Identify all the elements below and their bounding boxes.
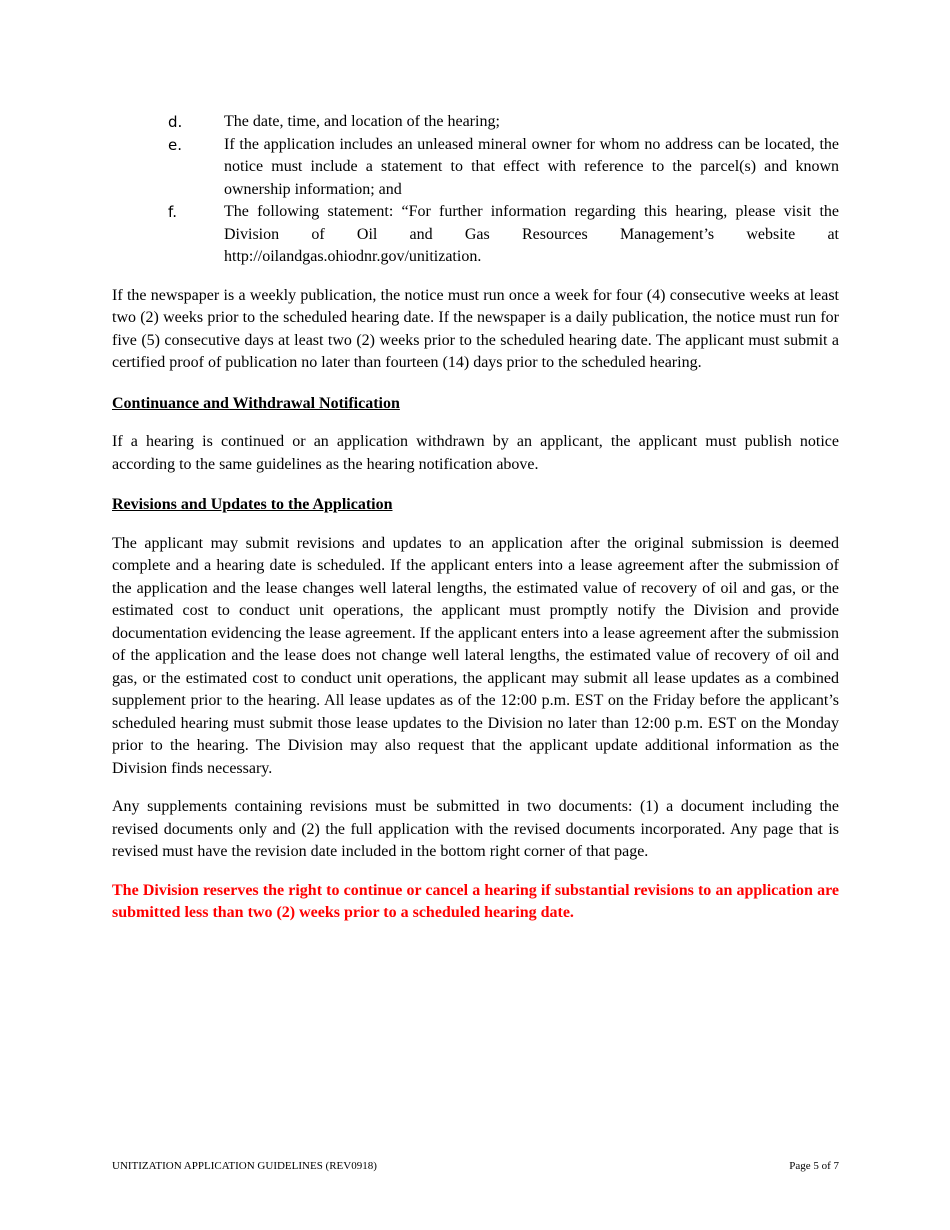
- list-text: The following statement: “For further information regarding this hearing, please visit the Division of Oil and Gas Resources Management’s website at http://oilandgas.ohiodnr.gov/unitization.: [224, 203, 839, 265]
- list-marker: d.: [168, 113, 183, 131]
- list-item-e: [112, 134, 839, 202]
- document-page: [112, 111, 839, 925]
- newspaper-paragraph: If the newspaper is a weekly publication, the notice must run once a week for four (4) consecutive weeks at least two (2) weeks prior to the scheduled hearing date. If the newspaper is a daily publication, the notice must run for five (5) consecutive days at least two (2) weeks prior to the scheduled hearing date. The applicant must submit a certified proof of publication no later than fourteen (14) days prior to the scheduled hearing.: [112, 286, 839, 371]
- warning-notice: The Division reserves the right to continue or cancel a hearing if substantial revisions to an application are submitted less than two (2) weeks prior to a scheduled hearing date.: [112, 881, 839, 921]
- list-marker: f.: [168, 203, 177, 221]
- list-text: If the application includes an unleased mineral owner for whom no address can be located, the notice must include a statement to that effect with reference to the parcel(s) and known ownership information; and: [224, 135, 839, 198]
- continuance-body: If a hearing is continued or an application withdrawn by an applicant, the applicant must publish notice according to the same guidelines as the hearing notification above.: [112, 433, 839, 473]
- revisions-body: The applicant may submit revisions and updates to an application after the original submission is deemed complete and a hearing date is scheduled. If the applicant enters into a lease agreement after the submission of the application and the lease changes well lateral lengths, the estimated value of recovery of oil and gas, or the estimated cost to conduct unit operations, the applicant must promptly notify the Division and provide documentation evidencing the lease agreement. If the applicant enters into a lease agreement after the submission of the application and the lease does not change well lateral lengths, the estimated value of recovery of oil and gas, or the estimated cost to conduct unit operations, the applicant may submit all lease updates as a combined supplement prior to the hearing. All lease updates as of the 12:00 p.m. EST on the Friday before the applicant’s scheduled hearing must submit those lease updates to the Division no later than 12:00 p.m. EST on the Monday prior to the hearing. The Division may also request that the applicant update additional information as the Division finds necessary.: [112, 534, 839, 777]
- list-item-f: [112, 201, 839, 269]
- footer-title: UNITIZATION APPLICATION GUIDELINES (REV0918): [112, 1160, 377, 1172]
- supplements-body: Any supplements containing revisions must be submitted in two documents: (1) a document including the revised documents only and (2) the full application with the revised documents incorporated. Any page that is revised must have the revision date included in the bottom right corner of that page.: [112, 798, 839, 860]
- list-text: The date, time, and location of the hearing;: [224, 113, 500, 130]
- list-marker: e.: [168, 135, 182, 154]
- revisions-heading: Revisions and Updates to the Application: [112, 496, 393, 513]
- list-item-d: [112, 111, 839, 134]
- page-footer: [112, 1160, 839, 1172]
- continuance-heading: Continuance and Withdrawal Notification: [112, 394, 400, 412]
- page-number: Page 5 of 7: [789, 1160, 839, 1172]
